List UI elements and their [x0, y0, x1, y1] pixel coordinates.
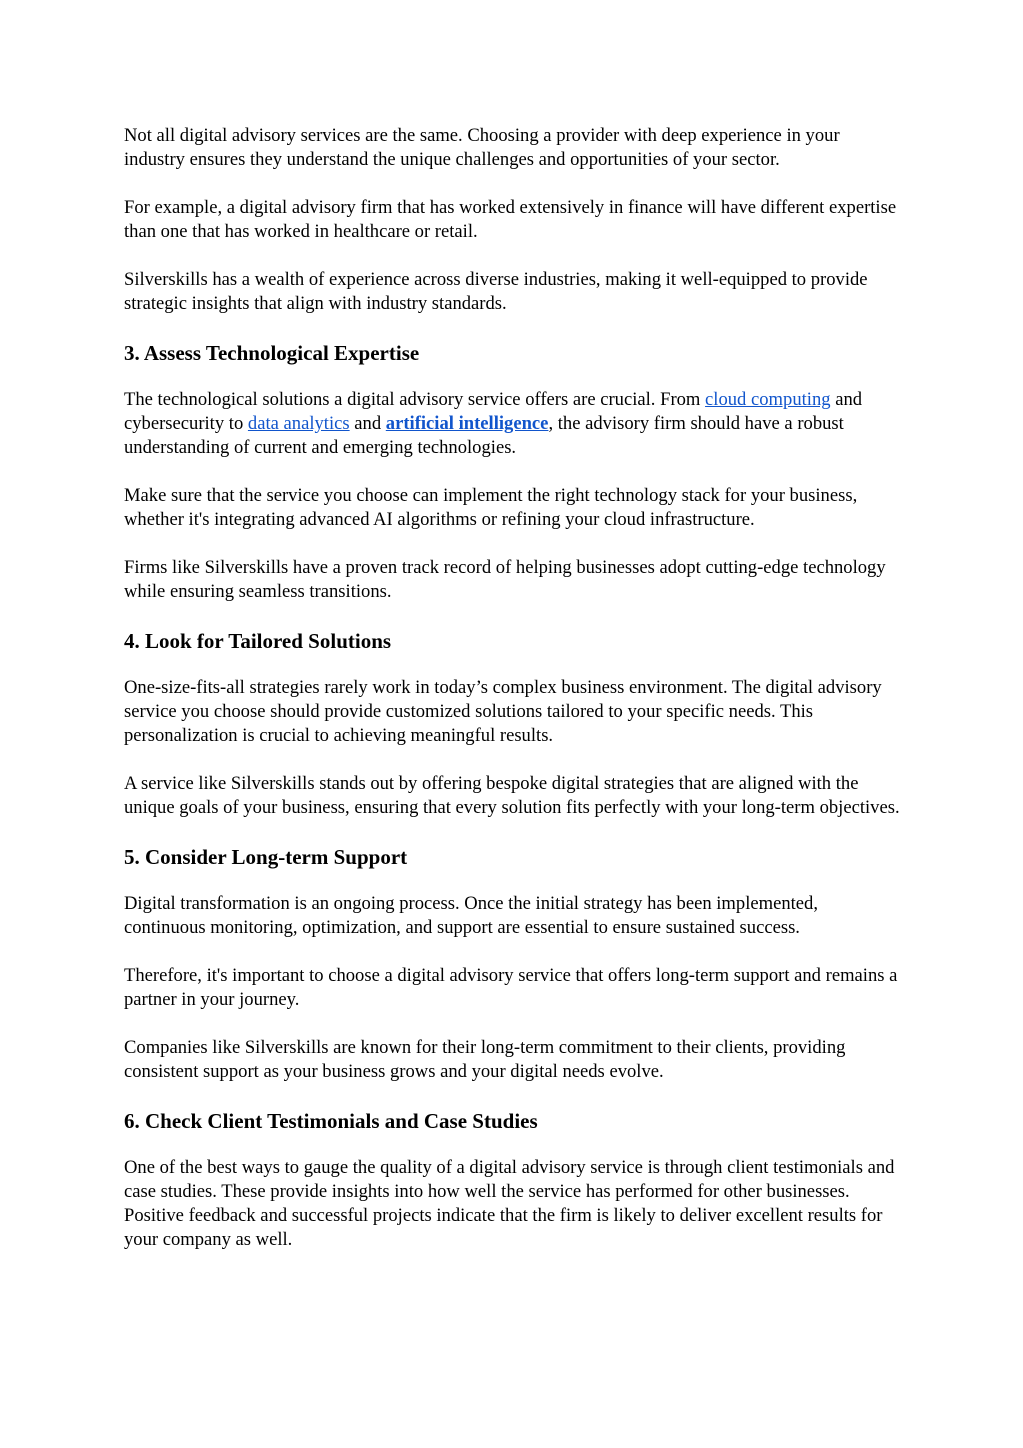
section-5-paragraph-3: Companies like Silverskills are known for their long-term commitment to their clients, providing consistent support as your business grows and your digital needs evolve. — [124, 1037, 846, 1082]
section-4-paragraph-1: One-size-fits-all strategies rarely work in today’s complex business environment. The digital advisory service you choose should provide customized solutions tailored to your specific needs. This personalization is crucial to achieving meaningful results. — [124, 677, 882, 746]
section-4-heading: 4. Look for Tailored Solutions — [124, 629, 392, 653]
data-analytics-link[interactable]: data analytics — [247, 413, 350, 434]
section-5-paragraph-1: Digital transformation is an ongoing process. Once the initial strategy has been implemented, continuous monitoring, optimization, and support are essential to ensure sustained success. — [124, 893, 818, 938]
section-4-paragraph-2: A service like Silverskills stands out by offering bespoke digital strategies that are aligned with the unique goals of your business, ensuring that every solution fits perfectly with your long-term objectives. — [124, 773, 900, 818]
intro-paragraph-1: Not all digital advisory services are the same. Choosing a provider with deep experience in your industry ensures they understand the unique challenges and opportunities of your sector. — [124, 125, 840, 170]
section-3-text-2: and cybersecurity to — [124, 389, 863, 434]
section-5-heading: 5. Consider Long-term Support — [124, 845, 408, 869]
intro-paragraph-3: Silverskills has a wealth of experience across diverse industries, making it well-equipped to provide strategic insights that align with industry standards. — [124, 269, 868, 314]
artificial-intelligence-link[interactable]: artificial intelligence — [385, 413, 549, 434]
cloud-computing-link[interactable]: cloud computing — [705, 389, 831, 410]
section-6-paragraph-1: One of the best ways to gauge the quality of a digital advisory service is through client testimonials and case studies. These provide insights into how well the service has performed for other businesses. Positive feedback and successful projects indicate that the firm is likely to deliver excellent results for your company as well. — [124, 1157, 895, 1250]
section-3-text-3: and — [349, 413, 386, 434]
section-3-text-1: The technological solutions a digital advisory service offers are crucial. From — [124, 389, 706, 410]
section-6-heading: 6. Check Client Testimonials and Case Studies — [124, 1109, 538, 1133]
section-3-heading: 3. Assess Technological Expertise — [124, 341, 420, 365]
section-3-paragraph-2: Make sure that the service you choose can implement the right technology stack for your business, whether it's integrating advanced AI algorithms or refining your cloud infrastructure. — [124, 485, 858, 530]
intro-paragraph-2: For example, a digital advisory firm that has worked extensively in finance will have different expertise than one that has worked in healthcare or retail. — [124, 197, 897, 242]
section-3-paragraph-1 — [124, 388, 904, 460]
section-3-paragraph-3: Firms like Silverskills have a proven track record of helping businesses adopt cutting-edge technology while ensuring seamless transitions. — [124, 557, 886, 602]
section-3-text-4: , the advisory firm should have a robust understanding of current and emerging technologies. — [124, 413, 844, 458]
document-page — [124, 124, 904, 1276]
section-5-paragraph-2: Therefore, it's important to choose a digital advisory service that offers long-term support and remains a partner in your journey. — [124, 965, 898, 1010]
